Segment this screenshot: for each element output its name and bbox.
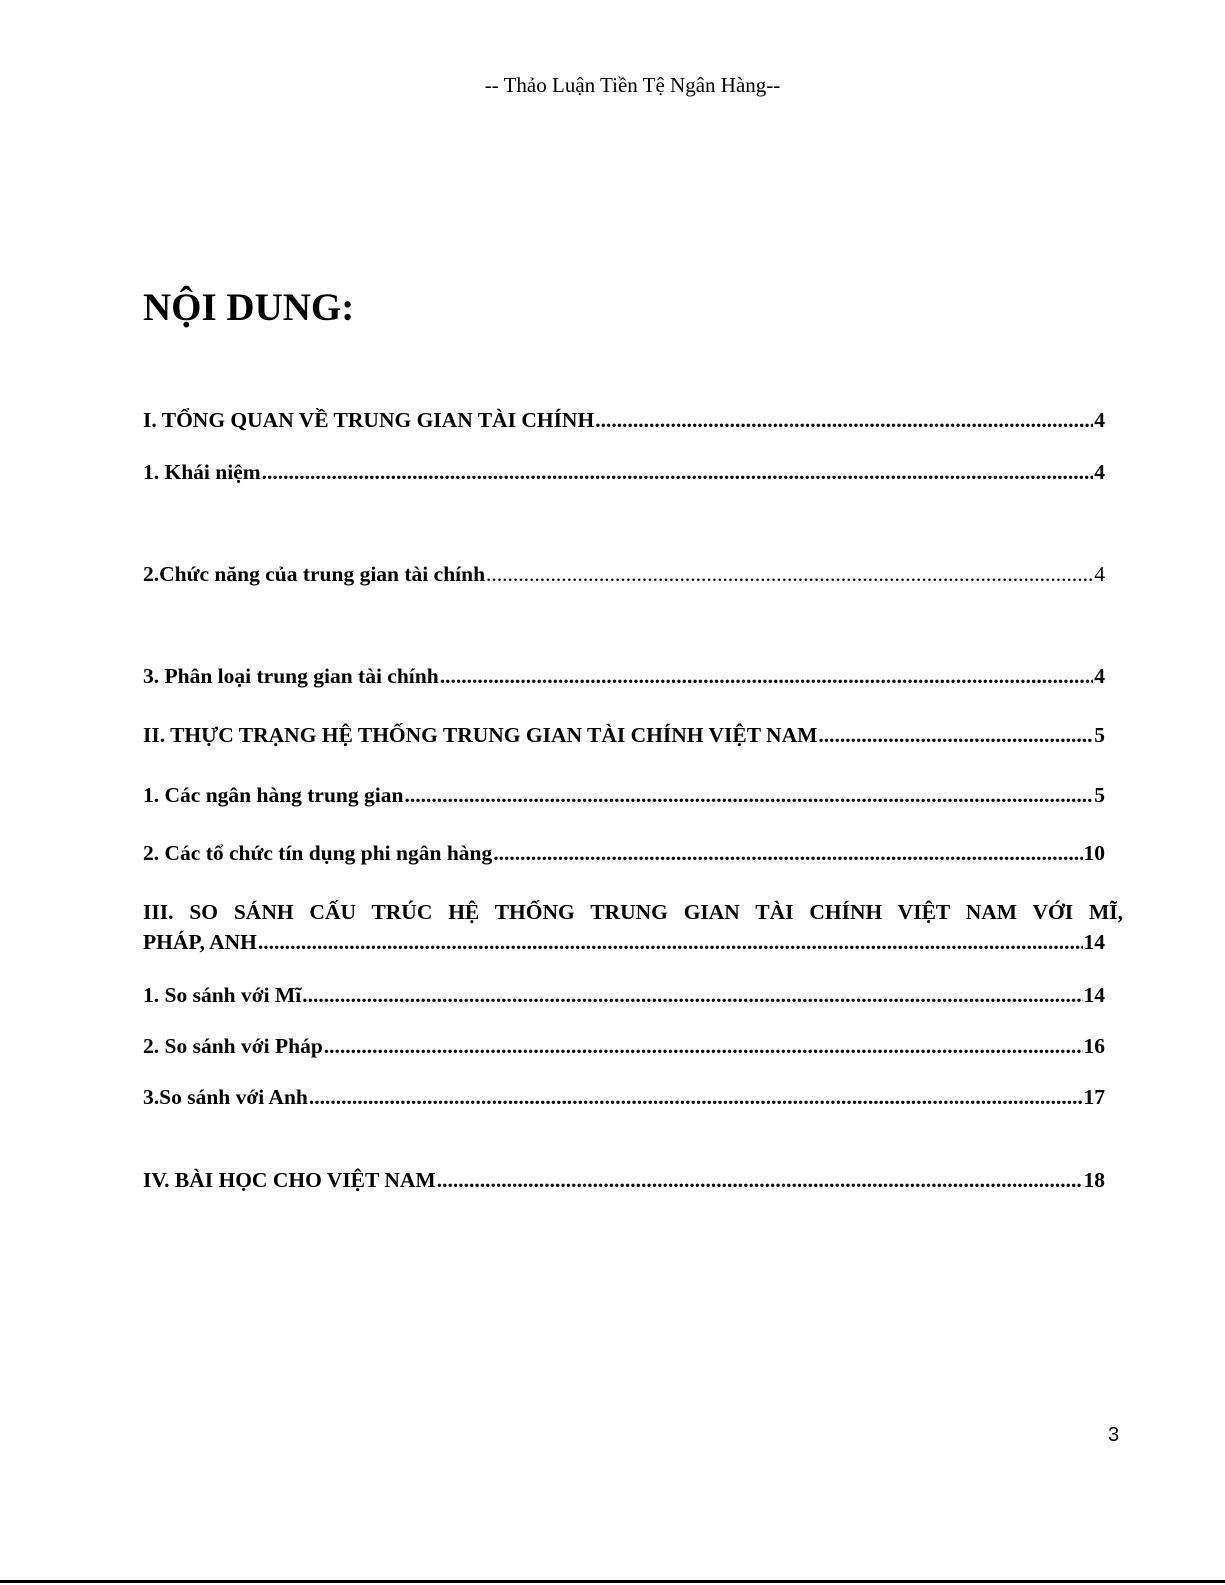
toc-leader-dots <box>486 559 1093 589</box>
content-heading: NỘI DUNG: <box>143 286 355 329</box>
toc-entry-title: 1. Khái niệm <box>143 460 261 484</box>
toc-entry-title-line1: III. SO SÁNH CẤU TRÚC HỆ THỐNG TRUNG GIAN TÀI CHÍNH VIỆT NAM VỚI MĨ, <box>143 900 1123 924</box>
toc-entry-title: II. THỰC TRẠNG HỆ THỐNG TRUNG GIAN TÀI CHÍNH VIỆT NAM <box>143 723 818 747</box>
toc-entry-1-1[interactable] <box>143 457 1105 487</box>
toc-leader-dots <box>309 1082 1083 1112</box>
toc-entry-section-4[interactable] <box>143 1165 1105 1195</box>
page-number: 3 <box>1108 1424 1120 1446</box>
toc-leader-dots <box>324 1031 1083 1061</box>
toc-entry-section-2[interactable] <box>143 720 1105 750</box>
toc-entry-3-2[interactable] <box>143 1031 1105 1061</box>
toc-leader-dots <box>258 927 1083 957</box>
toc-entry-2-2[interactable] <box>143 838 1105 868</box>
toc-entry-3-1[interactable] <box>143 980 1105 1010</box>
toc-page-number: 18 <box>1083 1168 1105 1192</box>
toc-entry-1-2[interactable] <box>143 559 1105 589</box>
toc-leader-dots <box>302 980 1082 1010</box>
toc-entry-title: 2. So sánh với Pháp <box>143 1034 323 1058</box>
toc-entry-title-line2: PHÁP, ANH <box>143 930 257 954</box>
toc-entry-section-1[interactable] <box>143 405 1105 435</box>
toc-entry-title: 2.Chức năng của trung gian tài chính <box>143 562 486 586</box>
toc-page-number: 14 <box>1083 930 1105 954</box>
toc-entry-2-1[interactable] <box>143 780 1105 810</box>
toc-entry-1-3[interactable] <box>143 661 1105 691</box>
toc-entry-title: 1. So sánh với Mĩ <box>143 983 302 1007</box>
toc-leader-dots <box>437 1165 1083 1195</box>
toc-entry-section-3[interactable] <box>143 897 1123 957</box>
toc-entry-title: 3. Phân loại trung gian tài chính <box>143 664 439 688</box>
toc-entry-title: 2. Các tổ chức tín dụng phi ngân hàng <box>143 841 493 865</box>
page-bottom-divider <box>0 1580 1225 1583</box>
toc-entry-title: 1. Các ngân hàng trung gian <box>143 783 404 807</box>
toc-page-number: 4 <box>1094 664 1105 688</box>
toc-leader-dots <box>595 405 1093 435</box>
running-header: -- Thảo Luận Tiền Tệ Ngân Hàng-- <box>484 73 781 97</box>
toc-entry-title-line2-row <box>143 927 1105 957</box>
toc-page-number: 4 <box>1094 460 1105 484</box>
toc-leader-dots <box>493 838 1082 868</box>
toc-page-number: 10 <box>1083 841 1105 865</box>
toc-leader-dots <box>818 720 1093 750</box>
toc-page-number: 5 <box>1094 783 1105 807</box>
toc-entry-title: I. TỔNG QUAN VỀ TRUNG GIAN TÀI CHÍNH <box>143 408 595 432</box>
toc-entry-title: IV. BÀI HỌC CHO VIỆT NAM <box>143 1168 436 1192</box>
toc-page-number: 14 <box>1083 983 1105 1007</box>
toc-page-number: 4 <box>1094 562 1105 586</box>
toc-leader-dots <box>440 661 1094 691</box>
toc-page-number: 4 <box>1094 408 1105 432</box>
toc-entry-title: 3.So sánh với Anh <box>143 1085 308 1109</box>
toc-page-number: 5 <box>1094 723 1105 747</box>
toc-leader-dots <box>404 780 1093 810</box>
toc-page-number: 16 <box>1083 1034 1105 1058</box>
toc-entry-3-3[interactable] <box>143 1082 1105 1112</box>
toc-page-number: 17 <box>1083 1085 1105 1109</box>
toc-leader-dots <box>262 457 1094 487</box>
